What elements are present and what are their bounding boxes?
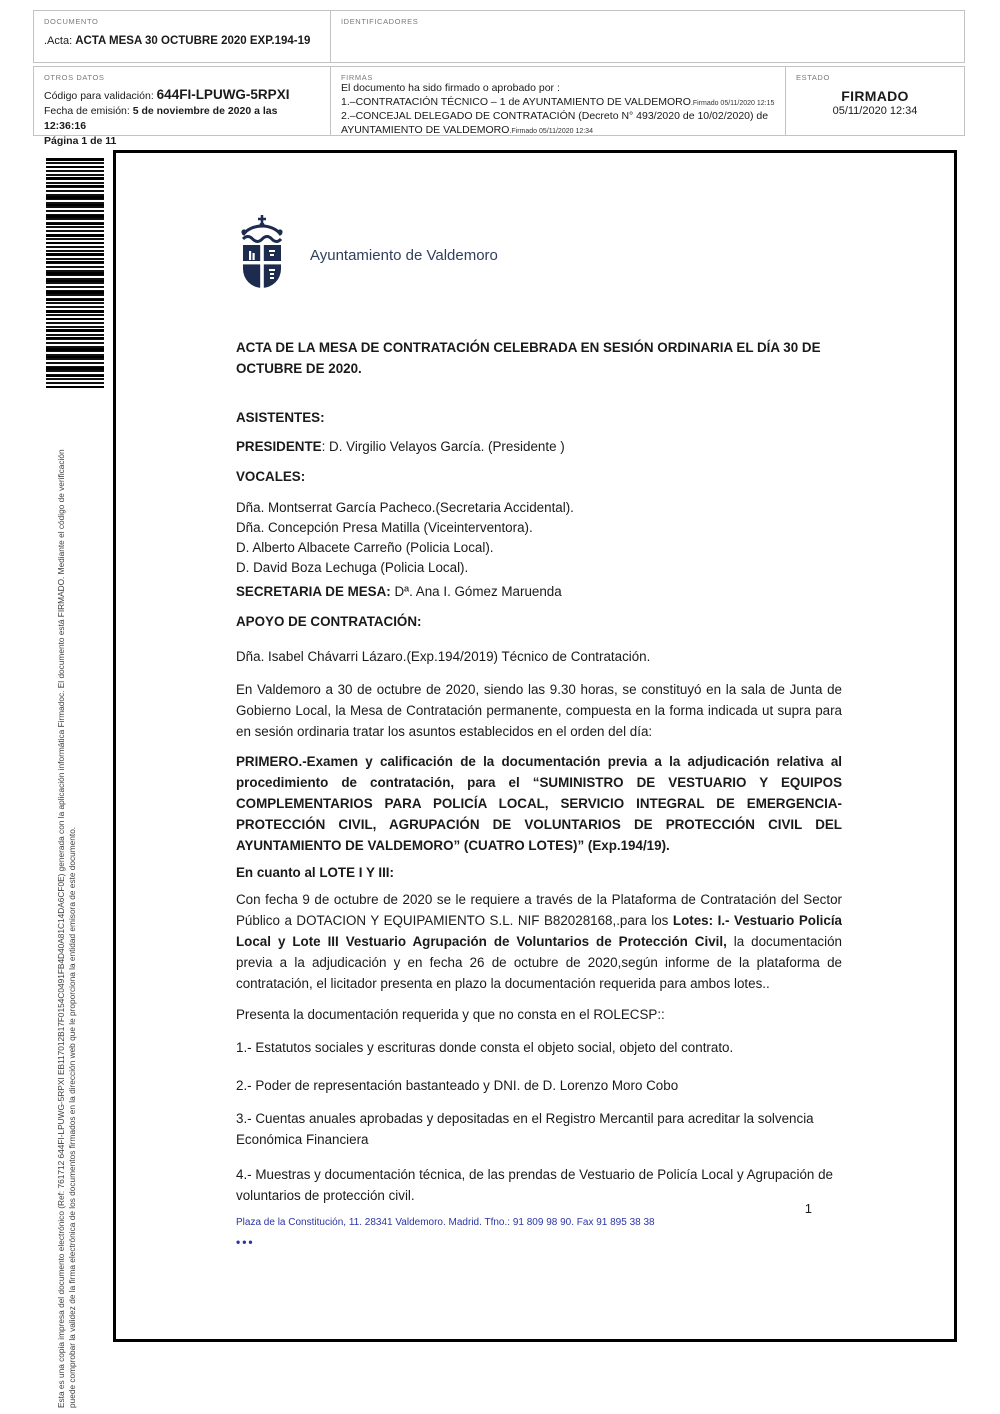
identificadores-box: [330, 10, 965, 63]
documento-label: DOCUMENTO: [44, 17, 99, 26]
org-header: [236, 212, 842, 299]
document-content: [116, 153, 954, 1206]
status-badge: FIRMADO: [841, 88, 909, 104]
vocal-item: Dña. Concepción Presa Matilla (Viceinterventora).: [236, 520, 533, 535]
firma-1-text: 1.–CONTRATACIÓN TÉCNICO – 1 de AYUNTAMIENTO DE VALDEMORO: [341, 95, 691, 108]
identificadores-label: IDENTIFICADORES: [341, 17, 419, 26]
valdemoro-crest-icon: [236, 212, 288, 299]
con-fecha-post: la documentación previa a la adjudicación y en fecha 26 de octubre de 2020,según informe de la plataforma de contratación, el licitador presenta en plazo la documentación requerida para ambos lotes..: [236, 934, 842, 991]
footer-address: Plaza de la Constitución, 11. 28341 Valdemoro. Madrid. Tfno.: 91 809 98 90. Fax 91 895 38 38: [236, 1217, 655, 1228]
con-fecha-paragraph: [236, 889, 842, 994]
presidente-value: : D. Virgilio Velayos García. (Presidente ): [321, 439, 565, 454]
estado-label: ESTADO: [796, 73, 830, 82]
fecha-emision: [44, 104, 320, 134]
primero-paragraph: PRIMERO.-Examen y calificación de la documentación previa a la adjudicación relativa al procedimiento de contratación, para el “SUMINISTRO DE VESTUARIO Y EQUIPOS COMPLEMENTARIOS PARA POLICÍA LOCAL, SERVICIO INTEGRAL DE EMERGENCIA-PROTECCIÓN CIVIL, AGRUPACIÓN DE VOLUNTARIOS DE PROTECCIÓN CIVIL DEL AYUNTAMIENTO DE VALDEMORO” (CUATRO LOTES)” (Exp.194/19).: [236, 754, 842, 853]
fecha-label: Fecha de emisión:: [44, 105, 130, 117]
verification-line-1: Esta es una copia impresa del documento electrónico (Ref: 761712 644FI-LPUWG-5RPXI EB117012B17F0154C0491FB4D40A81C14DA6CF0E) generada con la aplicación informática Firmadoc. El documento está FIRMADO. Mediante el código de verificación: [56, 449, 66, 1408]
footer-dots: •••: [236, 1235, 255, 1249]
vocal-item: D. Alberto Albacete Carreño (Policia Local).: [236, 540, 494, 555]
firmas-intro: El documento ha sido firmado o aprobado por :: [341, 82, 560, 94]
doc-item: 1.- Estatutos sociales y escrituras donde consta el objeto social, objeto del contrato.: [236, 1040, 734, 1055]
firma-item: [341, 110, 775, 138]
pagina-info: Página 1 de 11: [44, 135, 117, 147]
apoyo-person: Dña. Isabel Chávarri Lázaro.(Exp.194/2019) Técnico de Contratación.: [236, 649, 651, 664]
otros-datos-box: [33, 66, 331, 147]
documento-doc-type: .Acta:: [44, 35, 73, 47]
codigo-label: Código para validación:: [44, 90, 154, 102]
doc-item: 2.- Poder de representación bastanteado y DNI. de D. Lorenzo Moro Cobo: [236, 1078, 679, 1093]
vocales-heading: VOCALES:: [236, 469, 306, 484]
documento-box: [33, 10, 331, 63]
secretaria-line: [236, 581, 842, 602]
con-fecha-lotes: Lotes: I.- Vestuario Policía Local y Lote III Vestuario Agrupación de Voluntarios de Protección Civil,: [236, 913, 842, 949]
firma-item: [341, 96, 775, 111]
vocal-item: D. David Boza Lechuga (Policia Local).: [236, 560, 469, 575]
apoyo-heading: APOYO DE CONTRATACIÓN:: [236, 614, 422, 629]
secretaria-value: Dª. Ana I. Gómez Maruenda: [390, 584, 562, 599]
presenta-line: Presenta la documentación requerida y que no consta en el ROLECSP::: [236, 1007, 665, 1022]
firma-2-timestamp: .Firmado 05/11/2020 12:34: [509, 127, 593, 135]
firmas-label: FIRMAS: [341, 73, 373, 82]
page-number: 1: [804, 1201, 812, 1216]
vocales-list: [236, 498, 842, 578]
documento-doc-name: ACTA MESA 30 OCTUBRE 2020 EXP.194-19: [75, 35, 311, 47]
firmas-box: [330, 66, 786, 136]
fecha-value: 5 de noviembre de 2020 a las 12:36:16: [44, 105, 278, 132]
asistentes-heading: ASISTENTES:: [236, 410, 325, 425]
codigo-value: 644FI-LPUWG-5RPXI: [156, 87, 290, 102]
vocal-item: Dña. Montserrat García Pacheco.(Secretaria Accidental).: [236, 500, 574, 515]
secretaria-label: SECRETARIA DE MESA:: [236, 584, 391, 599]
verification-line-2: puede comprobar la validez de la firma electrónica de los documentos firmados en la dirección web que le proporciona la entidad emisora de este documento.: [67, 826, 77, 1408]
org-name: Ayuntamiento de Valdemoro: [310, 247, 498, 264]
lote-heading: En cuanto al LOTE I Y III:: [236, 865, 394, 880]
otros-datos-label: OTROS DATOS: [44, 73, 105, 82]
documento-title: [44, 35, 320, 47]
firma-2-text: 2.–CONCEJAL DELEGADO DE CONTRATACIÓN (Decreto N° 493/2020 de 10/02/2020) de AYUNTAMIENTO DE VALDEMORO: [341, 110, 769, 136]
estado-box: [785, 66, 965, 136]
doc-item: 3.- Cuentas anuales aprobadas y depositadas en el Registro Mercantil para acreditar la solvencia Económica Financiera: [236, 1111, 814, 1147]
con-fecha-pre: Con fecha 9 de octubre de 2020 se le requiere a través de la Plataforma de Contratación del Sector Público a DOTACION Y EQUIPAMIENTO S.L. NIF B82028168,.para los: [236, 892, 842, 928]
acta-title: ACTA DE LA MESA DE CONTRATACIÓN CELEBRADA EN SESIÓN ORDINARIA EL DÍA 30 DE OCTUBRE DE 2020.: [236, 340, 821, 376]
constitucion-paragraph: En Valdemoro a 30 de octubre de 2020, siendo las 9.30 horas, se constituyó en la sala de Junta de Gobierno Local, la Mesa de Contratación permanente, compuesta en la forma indicada ut supra para en sesión ordinaria tratar los asuntos establecidos en el orden del día:: [236, 682, 842, 739]
codigo-validacion: [44, 87, 320, 104]
document-page: [113, 150, 957, 1342]
verification-sidenote: [56, 392, 78, 1408]
doc-item: 4.- Muestras y documentación técnica, de las prendas de Vestuario de Policía Local y Agrupación de voluntarios de protección civil.: [236, 1167, 833, 1203]
barcode: [46, 158, 104, 388]
presidente-label: PRESIDENTE: [236, 439, 322, 454]
presidente-line: [236, 436, 842, 457]
status-timestamp: 05/11/2020 12:34: [832, 105, 918, 117]
firma-1-timestamp: .Firmado 05/11/2020 12:15: [690, 99, 775, 107]
